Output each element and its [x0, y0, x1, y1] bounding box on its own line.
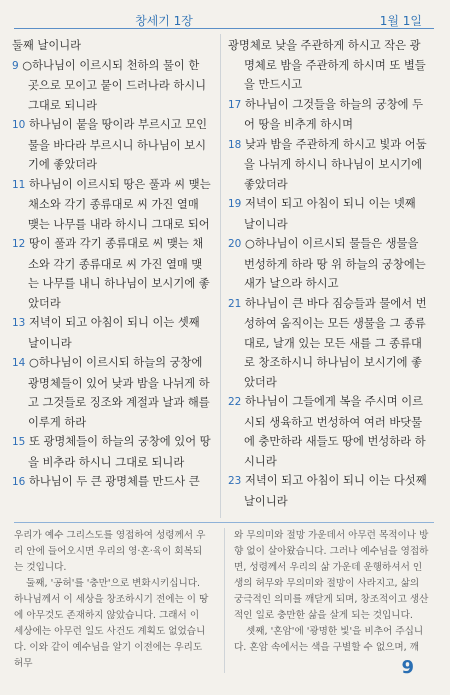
chapter-title: 창세기 1장 — [135, 14, 193, 28]
verse-9 — [12, 56, 212, 116]
verse-number: 17 — [228, 98, 242, 111]
verse-16 — [12, 472, 212, 493]
verse-21 — [228, 294, 428, 393]
verse-continuation — [228, 36, 428, 95]
commentary-left — [14, 528, 210, 672]
verse-20 — [228, 234, 428, 294]
verse-number: 9 — [12, 59, 19, 72]
verse-13 — [12, 313, 212, 353]
verse-12 — [12, 234, 212, 313]
verse-14 — [12, 353, 212, 432]
verse-10 — [12, 115, 212, 175]
verse-text: 저녁이 되고 아침이 되니 이는 넷째 날이니라 — [244, 197, 416, 231]
verse-18 — [228, 135, 428, 195]
verse-text: 하나님이 뭍을 땅이라 부르시고 모인 물을 바다라 부르시니 하나님이 보시기에 좋았더라 — [28, 118, 208, 171]
verse-number: 22 — [228, 396, 242, 408]
verse-number: 14 — [12, 357, 26, 369]
verse-17 — [228, 95, 428, 135]
verse-text: 낮과 밤을 주관하게 하시고 빛과 어둠을 나뉘게 하시니 하나님이 보시기에 좋았더라 — [244, 137, 427, 191]
commentary-paragraph: 와 무의미와 절망 가운데서 아무런 목적이나 방향 없이 살아왔습니다. 그러나 예수님을 영접하면, 성령께서 우리의 삶 가운데 운행하셔서 인생의 허무와 무의미와 절망이 사라지고, 삶의 궁극적인 의미를 깨닫게 되며, 창조적이고 생산적인 일로 충만한 삶을 살게 되는 것입니다. — [234, 530, 429, 621]
verse-number: 20 — [228, 238, 242, 250]
page-number: 9 — [401, 657, 414, 678]
verse-number: 23 — [228, 475, 242, 487]
header-divider — [14, 28, 434, 29]
verse-text: 저녁이 되고 아침이 되니 이는 셋째 날이니라 — [28, 316, 200, 350]
verse-19 — [228, 194, 428, 234]
verse-11 — [12, 175, 212, 235]
right-column — [228, 36, 428, 511]
verse-text: 또 광명체들이 하늘의 궁창에 있어 땅을 비추라 하시니 그대로 되니라 — [28, 435, 211, 469]
verse-text: 하나님이 큰 바다 짐승들과 물에서 번성하여 움직이는 모든 생물을 그 종류대로, 날개 있는 모든 새를 그 종류대로 창조하시니 하나님이 보시기에 좋았더라 — [244, 296, 427, 389]
notes-divider — [14, 522, 434, 523]
verse-text: 하나님이 그것들을 하늘의 궁창에 두어 땅을 비추게 하시며 — [244, 97, 424, 131]
commentary-paragraph: 셋째, '혼암'에 '광명한 빛'을 비추어 주십니다. 혼암 속에서는 색을 구별할 수 없으며, 깨 — [234, 626, 424, 653]
commentary-paragraph: 우리가 예수 그리스도를 영접하여 성령께서 우리 안에 들어오시면 우리의 영·혼·육이 회복되는 것입니다. — [14, 530, 206, 573]
verse-text: ○하나님이 이르시되 하늘의 궁창에 광명체들이 있어 낮과 밤을 나뉘게 하고 그것들로 징조와 계절과 날과 해를 이루게 하라 — [28, 356, 210, 429]
verse-number: 10 — [12, 119, 26, 131]
verse-text: 하나님이 이르시되 땅은 풀과 씨 맺는 채소와 각기 종류대로 씨 가진 열매 맺는 나무를 내라 하시니 그대로 되어 — [28, 177, 211, 231]
verse-15 — [12, 432, 212, 472]
notes-column-divider — [224, 528, 225, 673]
verse-number: 16 — [12, 476, 26, 488]
verse-text: 하나님이 두 큰 광명체를 만드사 큰 — [28, 475, 200, 488]
reading-date: 1월 1일 — [379, 14, 422, 28]
verse-23 — [228, 471, 428, 511]
left-column — [12, 36, 212, 493]
page-header — [14, 8, 434, 28]
verse-number: 19 — [228, 198, 242, 210]
column-divider — [220, 34, 221, 518]
verse-text: 광명체로 낮을 주관하게 하시고 작은 광명체로 밤을 주관하게 하시며 또 별들을 만드시고 — [228, 39, 426, 91]
verse-text: 둘째 날이니라 — [12, 39, 82, 52]
verse-text: ○하나님이 이르시되 물들은 생물을 번성하게 하라 땅 위 하늘의 궁창에는 새가 날으라 하시고 — [244, 237, 426, 290]
verse-number: 21 — [228, 297, 242, 310]
verse-number: 13 — [12, 317, 26, 329]
verse-number: 15 — [12, 436, 26, 448]
verse-continuation — [12, 36, 212, 56]
verse-number: 11 — [12, 178, 26, 191]
verse-text: 저녁이 되고 아침이 되니 이는 다섯째 날이니라 — [244, 474, 427, 508]
verse-22 — [228, 392, 428, 471]
verse-text: ○하나님이 이르시되 천하의 물이 한 곳으로 모이고 뭍이 드러나라 하시니 그대로 되니라 — [22, 58, 207, 112]
verse-text: 하나님이 그들에게 복을 주시며 이르시되 생육하고 번성하여 여러 바닷물에 충만하라 새들도 땅에 번성하라 하시니라 — [244, 395, 426, 468]
verse-number: 18 — [228, 138, 242, 151]
commentary-right — [234, 528, 430, 656]
verse-text: 땅이 풀과 각기 종류대로 씨 맺는 채소와 각기 종류대로 씨 가진 열매 맺는 나무를 내니 하나님이 보시기에 좋았더라 — [28, 237, 210, 310]
commentary-paragraph: 둘째, '공허'를 '충만'으로 변화시키십니다. 하나님께서 이 세상을 창조하시기 전에는 이 땅에 아무것도 존재하지 않았습니다. 그래서 이 세상에는 아무런 일도 사건도 계획도 없었습니다. 이와 같이 예수님을 알기 이전에는 우리도 허무 — [14, 578, 209, 669]
verse-number: 12 — [12, 238, 26, 250]
